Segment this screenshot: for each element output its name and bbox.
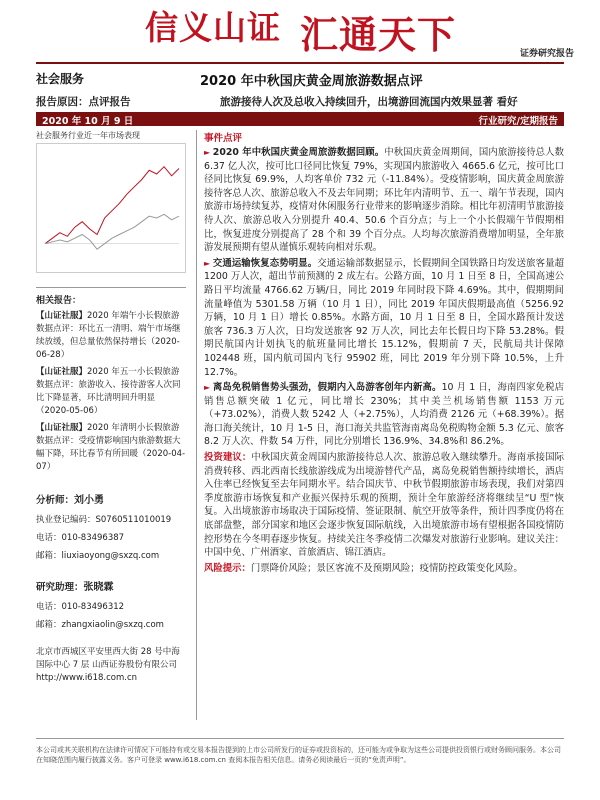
company-address: 北京市西城区平安里西大街 28 号中海国际中心 7 层 山西证券股份有限公司 http://www.i618.com.cn: [36, 647, 180, 683]
events-heading: 事件点评: [204, 133, 243, 144]
chart-series-line: [45, 167, 179, 244]
bullet-icon: ►: [204, 383, 213, 393]
sidebar-divider: [36, 287, 186, 288]
paragraph-text: 中秋国庆黄金周期间，国内旅游接待总人数 6.37 亿人次，按可比口径同比恢复 79%，实现国内旅游收入 4665.6 亿元，按可比口径同比恢复 69.9%，人均客单价 732 元（-11.84%）。受疫情影响，国庆黄金周旅游接待客总人次、旅游总收入不及去年同期；环比年内清明节、五一、端午节表现，国内旅游市场持续复苏，疫情对休闲服务行业带来的影响逐步消除。相比年初清明节旅游接待人次、旅游总收入分别提升 40.4、50.6 个百分点；与上一个小长假端午节假期相比，恢复进度分别提高了 28 个和 39 个百分点。人均每次旅游消费增加明显，全年旅游发展预期有望从谨慎乐观转向相对乐观。: [204, 147, 564, 254]
report-reason: 报告原因：点评报告: [36, 96, 131, 108]
related-report-source: 【山证社服】: [36, 423, 88, 433]
report-type: 行业研究/定期报告: [478, 116, 558, 127]
paragraph-heading: 离岛免税销售势头强劲，假期内入岛游客创年内新高。: [212, 382, 442, 394]
brand-slogan-2: 汇通天下: [300, 12, 457, 57]
date-bar: [36, 112, 564, 126]
paragraph-text: 10 月 1 日，海南四家免税店销售总额突破 1 亿元，同比增长 230%；其中美兰机场销售额 1153 万元（+73.02%），消费人数 5242 人（+2.75%），人均消费 2126 元（+68.39%）。据海口海关统计，10 月 1-5 日，海口海关共监管海南离岛免税购物金额 5.3 亿元、旅客 8.2 万人次、件数 54 万件，同比分别增长 136.9%、34.8%和 86.2%。: [204, 382, 564, 448]
main-content: [204, 130, 564, 575]
investment-text: 中秋国庆黄金周国内旅游接待总人次、旅游总收入继续攀升。海南承接国际消费转移、西北西南长线旅游线成为出境游替代产品，离岛免税销售额持续增长，酒店入住率已经恢复至去年同期水平。结合国庆节、中秋节假期旅游市场表现，我们对第四季度旅游市场恢复和产业振兴保持乐观的预期，预计全年旅游经济将继续呈“U 型”恢复。入出境旅游市场取决于国际疫情、签证限制、航空开放等条件，预计四季度仍将在底部盘整，部分国家和地区会逐步恢复国际航线，入出境旅游市场有望根据各国疫情防控形势在今冬明春逐步恢复。持续关注冬季疫情二次爆发对旅游行业影响。建议关注：中国中免、广州酒家、首旅酒店、锦江酒店。: [204, 452, 564, 559]
analyst-role: 分析师：: [36, 495, 75, 506]
assistant-phone: 电话：010-83496312: [36, 602, 125, 612]
paragraph-transport: [204, 257, 564, 379]
disclaimer-footer: 本公司或其关联机构在法律许可情况下可能持有或交易本报告提到的上市公司所发行的证券或投资标的，还可能为或争取为这些公司提供投资银行或财务顾问服务。本公司在知晓范围内履行披露义务。客户可登录 www.i618.com.cn 查阅本报告相关信息。请务必阅读最后一页的“免责声明”。: [36, 738, 564, 765]
page-header: [0, 0, 600, 66]
related-report[interactable]: [36, 422, 186, 474]
analyst-cert: 执业登记编码：S0760511010019: [36, 515, 172, 525]
related-report-source: 【山证社服】: [36, 311, 88, 321]
bullet-icon: ►: [204, 258, 213, 268]
investment-label: 投资建议：: [204, 452, 252, 464]
risk-text: 门票降价风险；景区客流不及预期风险；疫情防控政策变化风险。: [250, 562, 523, 574]
analyst-block: [36, 488, 186, 561]
market-chart: [36, 143, 186, 273]
bullet-icon: ►: [204, 148, 213, 157]
related-report[interactable]: [36, 366, 186, 418]
report-title: 2020 年中秋国庆黄金周旅游数据点评: [200, 74, 423, 89]
risk-label: 风险提示：: [204, 562, 251, 574]
report-date: 2020 年 10 月 9 日: [42, 116, 134, 127]
risk-warning: [204, 562, 564, 576]
related-report-text: 2020 年端午小长假旅游数据点评：环比五一清明、端午市场继续放缓，但总量依然保持增长（2020-06-28）: [36, 311, 181, 360]
sector-label: 社会服务: [36, 72, 85, 86]
related-report-text: 2020 年五一小长假旅游数据点评：旅游收入、接待游客人次同比下降显著，环比清明回升明显（2020-05-06）: [36, 367, 181, 416]
assistant-role: 研究助理：: [36, 582, 84, 593]
investment-advice: [204, 451, 564, 560]
doc-type: 证券研究报告: [520, 49, 575, 59]
report-subtitle: 旅游接待人次及总收入持续回升，出境游回流国内效果显著 看好: [220, 96, 518, 108]
related-report[interactable]: [36, 310, 186, 362]
paragraph-heading: 2020 年中秋国庆黄金周旅游数据回顾。: [212, 147, 385, 158]
assistant-block: [36, 575, 186, 630]
market-chart-svg: [37, 144, 185, 272]
paragraph-heading: 交通运输恢复态势明显。: [212, 257, 318, 269]
related-heading: 相关报告：: [36, 296, 82, 306]
assistant-email[interactable]: 邮箱：zhangxiaolin@sxzq.com: [36, 620, 164, 630]
paragraph-duty-free: [204, 381, 564, 449]
paragraph-holiday-review: [204, 146, 564, 255]
header-divider: [36, 62, 564, 64]
analyst-phone: 电话：010-83496387: [36, 533, 125, 543]
chart-title: 社会服务行业近一年市场表现: [36, 131, 140, 140]
sidebar: [36, 130, 186, 685]
analyst-email[interactable]: 邮箱：liuxiaoyong@sxzq.com: [36, 551, 160, 561]
assistant-name: 张晓霖: [83, 582, 114, 593]
related-report-text: 2020 年清明小长假旅游数据点评：受疫情影响国内旅游数据大幅下降，环比春节有所回暖（2020-04-07）: [36, 423, 186, 472]
column-divider: [196, 130, 197, 720]
paragraph-text: 交通运输部数据显示，长假期间全国铁路日均发送旅客量超 1200 万人次，超出节前预测的 2 成左右。公路方面，10 月 1 日至 8 日，全国高速公路日平均流量 4766.62 万辆/日，同比 2019 年同时段下降 4.69%。其中，假期期间流量峰值为 5301.58 万辆（10 月 1 日），同比 2019 年国庆假期最高值（5256.92 万辆，10 月 1 日）增长 0.85%。水路方面，10 月 1 日至 8 日，全国水路预计发送旅客 736.3 万人次，日均发送旅客 92 万人次，同比去年长假日均下降 53.28%。假期民航国内计划执飞的航班量同比增长 15.12%，假期前 7 天，民航局共计保障 102448 班，国内航司国内飞行 95902 班，同比 2019 年分别下降 10.5%，上升 12.7%。: [204, 257, 564, 378]
brand-slogan: 信义山证: [145, 8, 281, 47]
analyst-name: 刘小勇: [74, 495, 105, 506]
related-report-source: 【山证社服】: [36, 367, 88, 377]
